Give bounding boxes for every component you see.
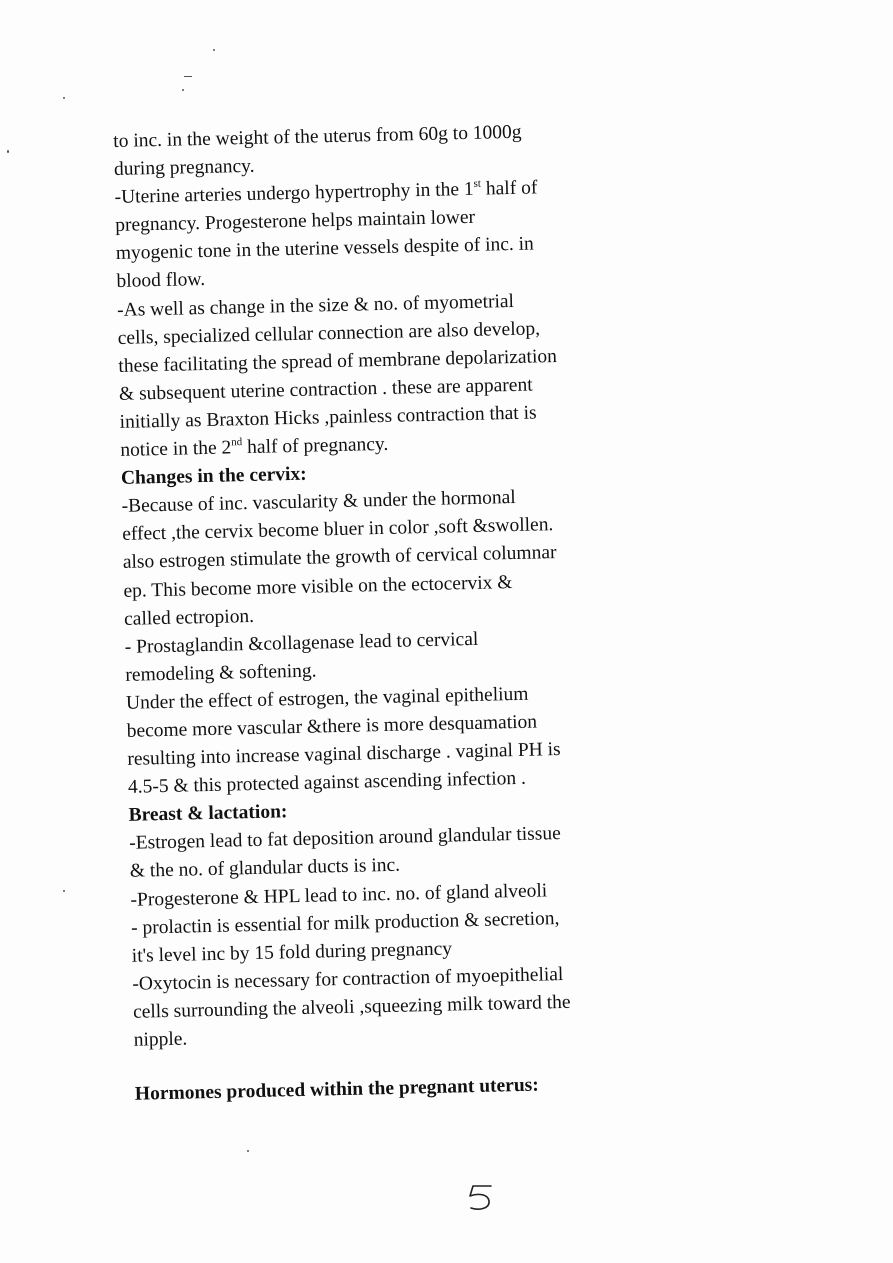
text-line: -Progesterone & HPL lead to inc. no. of gland alveoli	[130, 879, 548, 911]
text-line: initially as Braxton Hicks ,painless contraction that is	[119, 402, 537, 433]
text-line: these facilitating the spread of membrane depolarization	[118, 345, 558, 377]
page-number	[462, 1180, 502, 1220]
text-line: -Oxytocin is necessary for contraction of myoepithelial	[132, 963, 564, 995]
ordinal-superscript: nd	[231, 436, 243, 449]
text-span: -Uterine arteries undergo hypertrophy in the 1	[114, 179, 474, 209]
text-line: it's level inc by 15 fold during pregnancy	[131, 938, 453, 967]
text-line: ep. This become more visible on the ectocervix &	[123, 571, 513, 602]
text-span: half of	[480, 177, 538, 200]
text-line: called ectropion.	[123, 605, 255, 630]
scan-speck	[63, 890, 65, 892]
text-line: -As well as change in the size & no. of myometrial	[116, 290, 515, 321]
text-line: pregnancy. Progesterone helps maintain lower	[114, 207, 476, 237]
ordinal-superscript: st	[473, 177, 482, 191]
text-line: blood flow.	[116, 269, 206, 293]
scan-speck	[182, 89, 184, 91]
text-line: & the no. of glandular ducts is inc.	[129, 855, 401, 883]
text-line: - Prostaglandin &collagenase lead to cervical	[124, 628, 479, 658]
text-line: also estrogen stimulate the growth of cervical columnar	[122, 542, 557, 574]
text-span: notice in the 2	[120, 437, 232, 461]
scan-speck	[247, 1150, 249, 1152]
text-line: - prolactin is essential for milk production & secretion,	[130, 907, 560, 939]
text-line: cells, specialized cellular connection are also develop,	[117, 318, 541, 349]
text-line: & subsequent uterine contraction . these are apparent	[118, 374, 533, 405]
section-heading: Breast & lactation:	[128, 801, 288, 827]
scan-speck	[184, 76, 192, 77]
scan-speck	[63, 97, 65, 99]
text-line: cells surrounding the alveoli ,squeezing milk toward the	[132, 991, 571, 1023]
text-line: become more vascular &there is more desquamation	[126, 711, 538, 742]
section-heading: Changes in the cervix:	[120, 463, 307, 490]
text-line: nipple.	[133, 1028, 188, 1051]
text-line: effect ,the cervix become bluer in color ,soft &swollen.	[121, 514, 554, 546]
text-span: half of pregnancy.	[242, 433, 389, 459]
text-line: resulting into increase vaginal discharge . vaginal PH is	[127, 739, 561, 770]
text-line: Under the effect of estrogen, the vaginal epithelium	[125, 683, 529, 714]
section-heading: Hormones produced within the pregnant uterus:	[134, 1074, 540, 1105]
scan-speck	[7, 150, 9, 153]
text-line: during pregnancy.	[113, 155, 255, 181]
text-line: 4.5-5 & this protected against ascending infection .	[127, 767, 527, 798]
text-line: myogenic tone in the uterine vessels despite of inc. in	[115, 233, 535, 265]
text-line: remodeling & softening.	[125, 660, 317, 686]
body-text	[113, 116, 655, 1109]
text-line: -Estrogen lead to fat deposition around glandular tissue	[129, 823, 561, 855]
scan-speck	[213, 49, 215, 51]
text-line: to inc. in the weight of the uterus from 60g to 1000g	[113, 121, 522, 152]
text-line: -Because of inc. vascularity & under the hormonal	[121, 487, 516, 518]
